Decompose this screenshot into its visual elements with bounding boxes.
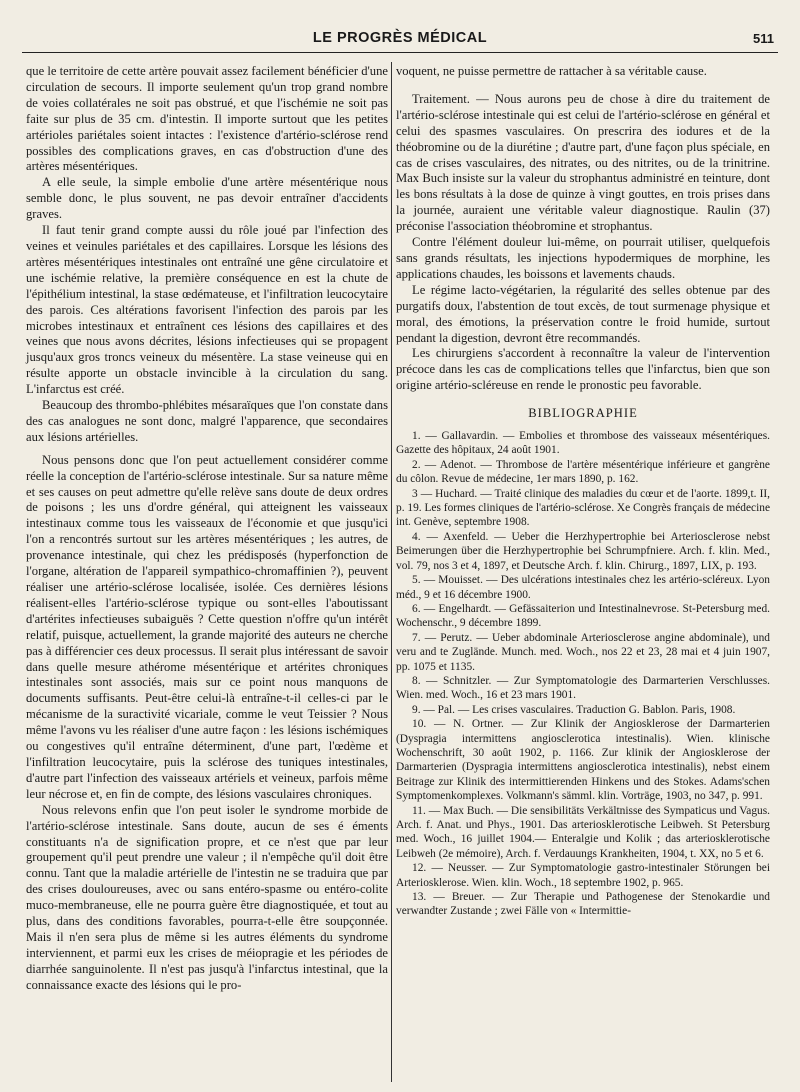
paragraph: Contre l'élément douleur lui-même, on pourrait utiliser, quelquefois sans grands résultats, les injections hypodermiques de morphine, les applications chaudes, les boissons et lavements chauds. [396,235,770,281]
paragraph: que le territoire de cette artère pouvait assez facilement bénéficier d'une circulation de secours. Il importe seulement qu'un trop grand nombre de voies collatérales ne soit pas obstrué, et que l'ischémie ne soit pas faite sur plus de 35 cm. d'intestin. Il importe surtout que les petites artérioles pariétales soient intactes : l'existence d'artério-sclérose rend possibles des complications graves, en cas d'obstruction d'une des artères mésentériques. [26,64,388,174]
paragraph: Il faut tenir grand compte aussi du rôle joué par l'infection des veines et veinules pariétales et des capillaires. Lorsque les lésions des artères mésentériques intestinales ont entraîné une gêne circulatoire et une ischémie relative, la première conséquence en est la chute de l'épithélium intestinal, la stase œdémateuse, et l'infiltration leucocytaire des parois. Ces altérations favorisent l'infection des parois par les microbes intestinaux et entraînent ces lésions des capillaires et des veines que nous avons décrites, lésions infectieuses qui se propagent jusqu'aux gros troncs veineux du mésentère. La stase veineuse qui en résulte apporte un obstacle invincible à la circulation du sang. L'infarctus est créé. [26,223,388,397]
spacer [396,422,770,429]
bibliography-entry: 6. — Engelhardt. — Gefässaiterion und Intestinalnevrose. St-Petersburg med. Wochenschr., 9 décembre 1899. [396,602,770,630]
paragraph: Le régime lacto-végétarien, la régularité des selles obtenue par des purgatifs doux, l'abstention de tout excès, de tout surmenage physique et moral, des émotions, la préservation contre le froid humide, surtout pendant la digestion, devront être recommandés. [396,282,770,345]
bibliography-entry: 9. — Pal. — Les crises vasculaires. Traduction G. Bablon. Paris, 1908. [412,703,736,716]
page-header [22,30,778,53]
bibliography-entry: 2. — Adenot. — Thrombose de l'artère mésentérique inférieure et gangrène du côlon. Revue de médecine, 1er mars 1890, p. 162. [396,458,770,486]
bibliography-entry: 11. — Max Buch. — Die sensibilitäts Verkältnisse des Sympaticus und Vagus. Arch. f. Anat. und Phys., 1901. Das arteriosklerotische Leibweh. St Petersburg med. Woch., 16 juillet 1904.— Enteralgie und Kolik ; das arteriosklerotische Leibweh (2e mémoire), Arch. f. Verdauungs Krankheiten, 1904, t. XX, no 5 et 6. [396,804,770,860]
bibliography-entry: 1. — Gallavardin. — Embolies et thrombose des vaisseaux mésentériques. Gazette des hôpitaux, 24 août 1901. [396,430,770,457]
page-number: 511 [753,31,774,46]
bibliography-entry: 12. — Neusser. — Zur Symptomatologie gastro-intestinaler Störungen bei Arteriosklerose. Wien. klin. Woch., 18 septembre 1902, p. 965. [396,862,770,889]
spacer [26,446,388,453]
spacer [396,394,770,406]
bibliography-entry: 8. — Schnitzler. — Zur Symptomatologie des Darmarterien Verschlusses. Wien. med. Woch., 16 et 23 mars 1901. [396,674,770,702]
paragraph: Beaucoup des thrombo-phlébites mésaraïques que l'on constate dans des cas analogues ne sont donc, malgré l'apparence, que secondaires aux lésions artérielles. [26,398,388,444]
journal-title: LE PROGRÈS MÉDICAL [312,30,488,46]
bibliography-entry: 7. — Perutz. — Ueber abdominale Arteriosclerose angine abdominale), und veru and te Zuglände. Munch. med. Woch., nos 22 et 23, 28 mai et 4 juin 1907, pp. 1075 et 1135. [396,631,770,673]
paragraph: voquent, ne puisse permettre de rattacher à sa véritable cause. [396,64,707,78]
spacer [396,80,770,92]
bibliography-list [396,429,770,919]
paragraph: Les chirurgiens s'accordent à reconnaître la valeur de l'intervention précoce dans les cas de complications telles que l'infarctus, bien que son origine artério-scléreuse en rende le pronostic peu favorable. [396,346,770,393]
bibliography-entry: 3 — Huchard. — Traité clinique des maladies du cœur et de l'aorte. 1899,t. II, p. 19. Les formes cliniques de l'artério-sclérose. Xe Congrès français de médecine int. Genève, septembre 1908. [396,487,771,529]
bibliography-entry: 4. — Axenfeld. — Ueber die Herzhypertrophie bei Arteriosclerose nebst Beimerungen über die Herzhypertrophie bei Schrumpfniere. Arch. f. klin. Med., vol. 79, nos 3 et 4, 1897, et Deutsche Arch. f. klin. Chirurg., 1897, LIX, p. 193. [396,530,770,572]
left-column [26,64,388,994]
paragraph: Nous pensons donc que l'on peut actuellement considérer comme réelle la conception de l'artério-sclérose intestinale. Sur sa nature même et ses causes on peut admettre qu'elle relève sans doute de deux ordres de poisons ; les uns d'ordre général, qui atteignent les vaisseaux intestinaux comme tous les vaisseaux de l'économie et que jusqu'ici l'on a rencontrés surtout sur les artères mésentériques ; les autres, de provenance intestinale, qui chez les prédisposés (hyperfonction de l'organe, altération de l'appareil sympathico-chromaffinien ?), peuvent réaliser une artério-sclérose localisée, isolée. Ces dernières lésions réalisent-elles l'artério-sclérose typique ou sont-elles l'aboutissant d'artérites infectieuses subaiguës ? Cette question n'offre qu'un intérêt relatif, puisque, actuellement, la grande majorité des auteurs ne cherche pas à différencier ces deux processus. Il serait plus intéressant de savoir dans quelle mesure athérome mésentérique et artérites chroniques intestinales sont associés, mais sur ce point nous manquons de documents suffisants. Peut-être celui-là entraîne-t-il celles-ci par le mécanisme de la suractivité vicariale, comme le veut Teissier ? Nous même l'avons vu les réaliser d'une autre façon : les lésions ischémiques ou congestives qu'il entraîne déterminent, d'une part, l'œdème et l'infiltration leucocytaire, puis la sclérose des tuniques intestinales, d'autre part l'infection des vaisseaux artériels et veineux, parfois même leur nécrose et, en fin de compte, des lésions vasculaires chroniques. [26,452,388,801]
paragraph: A elle seule, la simple embolie d'une artère mésentérique nous semble donc, le plus souvent, ne pas devoir entraîner d'accidents graves. [26,175,388,222]
bibliography-entry: 5. — Mouisset. — Des ulcérations intestinales chez les artério-scléreux. Lyon méd., 9 et 16 décembre 1900. [396,574,770,601]
treatment-paragraph: Traitement. — Nous aurons peu de chose à dire du traitement de l'artério-sclérose intestinale qui est celui de l'artério-sclérose en général et celui des spasmes vasculaires. On prescrira des iodures et de la théobromine ou de la diurétine ; d'autre part, d'une façon plus spéciale, en cas de crises vasculaires, des nitrates, ou des nitrites, ou de la trinitrine. Max Buch insiste sur la valeur du strophantus administré en teinture, dont les bons résultats à la dose de quinze à vingt gouttes, en trois prises dans la journée, auraient une véritable valeur diagnostique. Raulin (37) préconise l'association théobromine et strophantus. [396,91,770,234]
bibliography-entry: 13. — Breuer. — Zur Therapie und Pathogenese der Stenokardie und verwandter Zustande ; zwei Fälle von « Intermittie- [396,891,770,918]
bibliography-heading: BIBLIOGRAPHIE [528,406,638,421]
paragraph: Nous relevons enfin que l'on peut isoler le syndrome morbide de l'artério-sclérose intestinale. Sans doute, aucun de ses é éments constituants n'a de signification propre, et ce n'est que par leur groupement qu'il peut prendre une valeur ; il n'empêche qu'il doit être connu. Tant que la maladie artérielle de l'intestin ne se traduira que par des crises douloureuses, avec ou sans entéro-spasme ou entéro-colite muco-membraneuse, elle ne pourra guère être diagnostiquée, et tout au plus, dans des conditions favorables, pourra-t-elle être soupçonnée. Mais il n'en sera plus de même si les autres éléments du syndrome interviennent, et parmi eux les crises de méiopragie et les périodes de diarrhée sanguinolente. Il n'est pas jusqu'à l'infarctus intestinal, que la connaissance exacte des lésions qui le pro- [26,802,388,992]
right-column [396,64,770,919]
bibliography-entry: 10. — N. Ortner. — Zur Klinik der Angiosklerose der Darmarterien (Dyspragia intermittens angiosclerotica intestinalis). Wien. klinische Wochenschrift, 30 août 1902, p. 1166. Zur klinik der Angiosklerose der Darmarterien (Dyspragia intermittens angiosclerotica intestinalis), nebst einem Beitrage zur Klinik des intermittierenden Hinkens und des Stokes. Adams'schen Symptomenkomplexes. Volkmann's sämml. klin. Vorträge, 1903, no 347, p. 991. [396,718,770,803]
column-divider [391,62,392,1082]
